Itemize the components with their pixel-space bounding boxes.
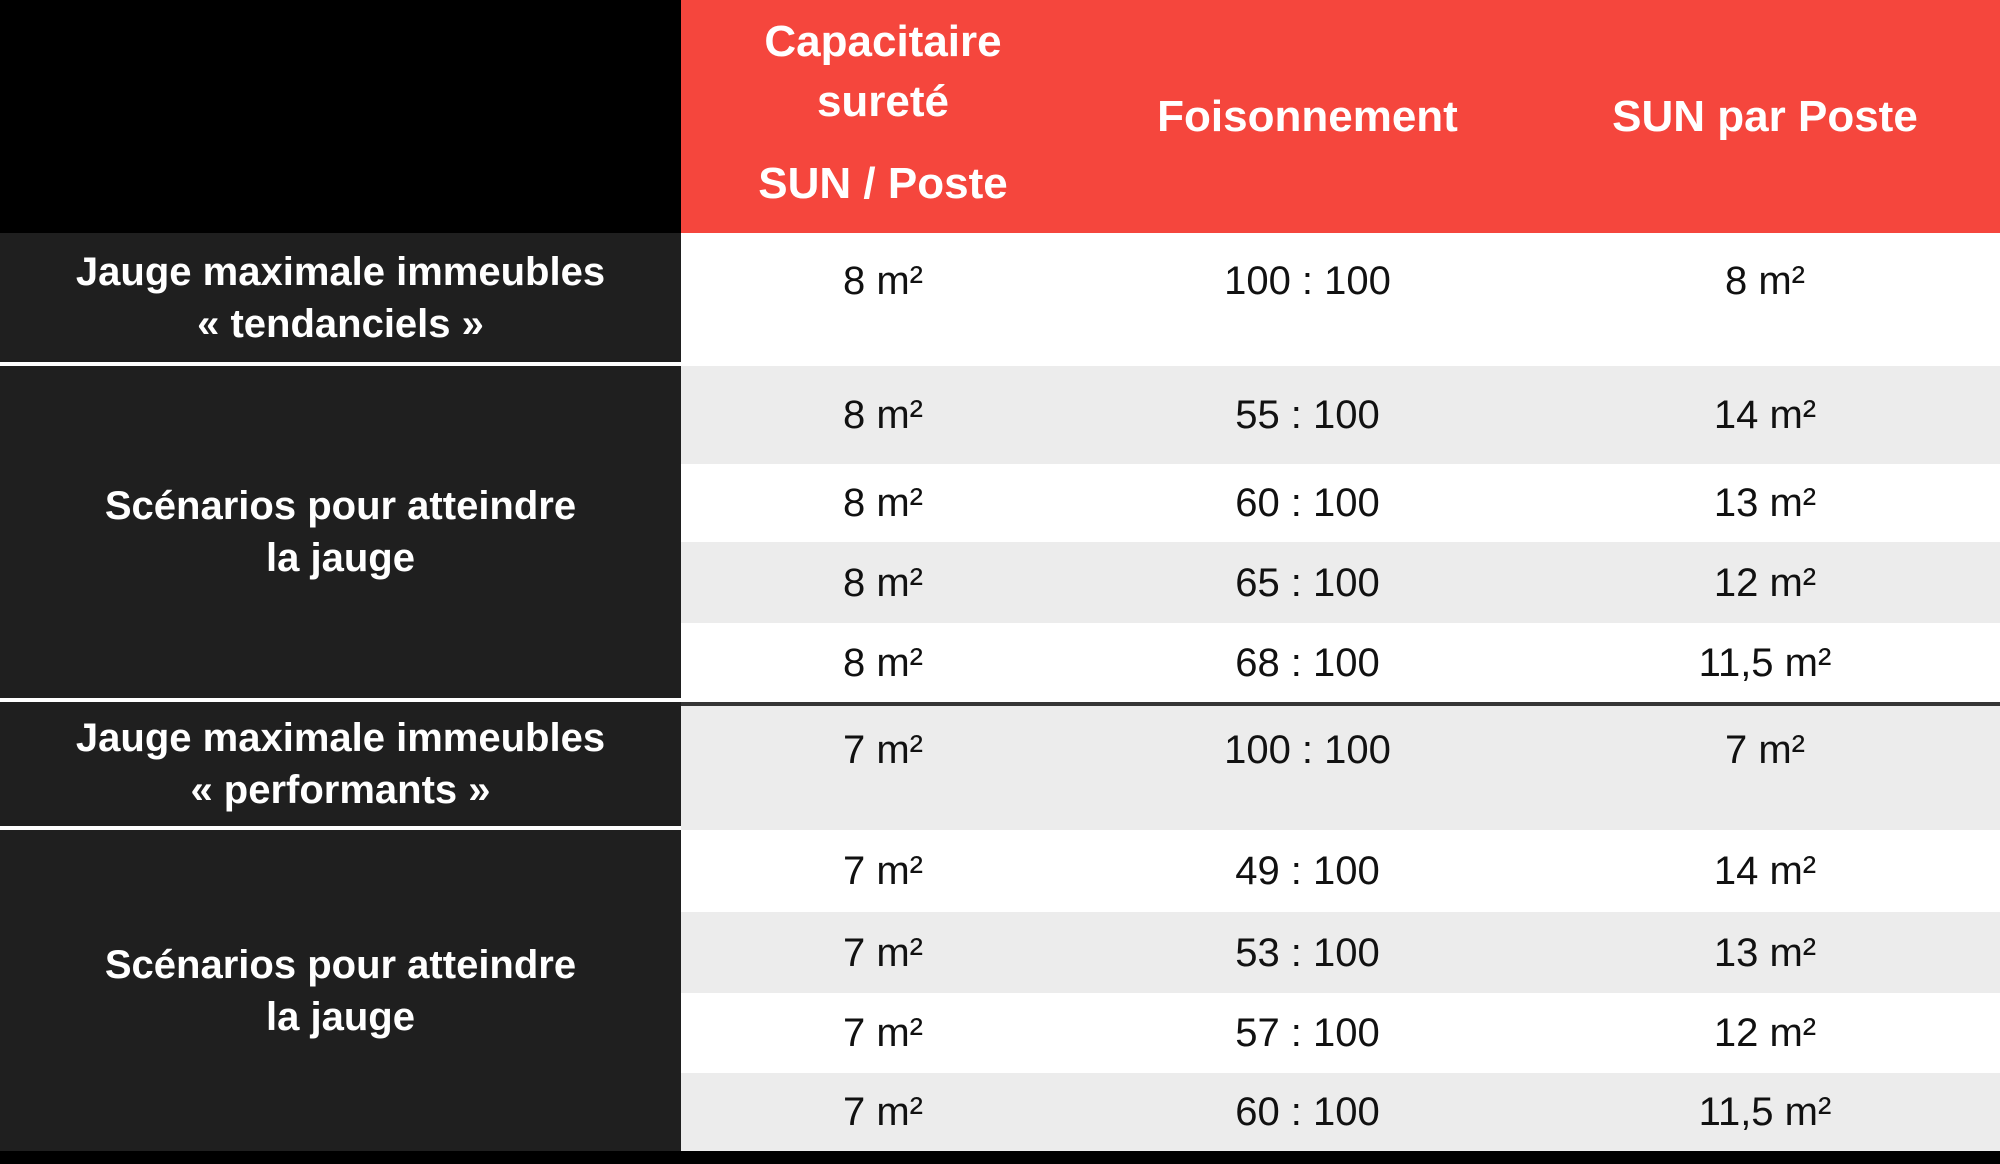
label-line: Scénarios pour atteindre <box>104 484 577 528</box>
table-cell: 12 m² <box>1530 542 2000 623</box>
table-cell: 60 : 100 <box>1085 1073 1530 1151</box>
header-capacitaire-surete <box>681 0 1085 233</box>
table-cell: 60 : 100 <box>1085 464 1530 542</box>
table-cell: 7 m² <box>681 830 1085 912</box>
table-cell: 7 m² <box>1530 702 2000 830</box>
label-line: la jauge <box>266 994 415 1039</box>
table-cell: 65 : 100 <box>1085 542 1530 623</box>
header-capacitaire-title: Capacitaire sureté <box>764 17 1002 126</box>
label-line: « tendanciels » <box>197 301 484 346</box>
table-cell: 68 : 100 <box>1085 623 1530 702</box>
table-cell: 100 : 100 <box>1085 702 1530 830</box>
row-group-label-tendanciels <box>0 233 681 366</box>
header-sun-par-poste: SUN par Poste <box>1530 0 2000 233</box>
table-cell: 12 m² <box>1530 993 2000 1073</box>
label-line: Jauge maximale immeubles <box>75 249 606 294</box>
table-cell: 13 m² <box>1530 912 2000 993</box>
table-cell: 13 m² <box>1530 464 2000 542</box>
table-cell: 100 : 100 <box>1085 233 1530 366</box>
table-cell: 11,5 m² <box>1530 623 2000 702</box>
table-cell: 14 m² <box>1530 366 2000 464</box>
header-foisonnement: Foisonnement <box>1085 0 1530 233</box>
table-cell: 53 : 100 <box>1085 912 1530 993</box>
table-cell: 8 m² <box>681 366 1085 464</box>
table-cell: 57 : 100 <box>1085 993 1530 1073</box>
table-cell: 8 m² <box>1530 233 2000 366</box>
row-group-label-scenarios-2 <box>0 830 681 1151</box>
bottom-frame-bar <box>0 1151 2000 1164</box>
table-cell: 55 : 100 <box>1085 366 1530 464</box>
table-cell: 7 m² <box>681 993 1085 1073</box>
table-cell: 8 m² <box>681 464 1085 542</box>
label-line: Scénarios pour atteindre <box>104 942 577 987</box>
table-cell: 8 m² <box>681 233 1085 366</box>
table-cell: 14 m² <box>1530 830 2000 912</box>
table-cell: 7 m² <box>681 912 1085 993</box>
label-line: Jauge maximale immeubles <box>75 716 606 760</box>
row-group-label-performants <box>0 702 681 830</box>
label-line: la jauge <box>266 536 415 580</box>
header-sun-poste-subtitle: SUN / Poste <box>758 159 1008 208</box>
table-cell: 11,5 m² <box>1530 1073 2000 1151</box>
table-cell: 7 m² <box>681 702 1085 830</box>
label-line: « performants » <box>190 768 491 812</box>
row-group-label-scenarios-1 <box>0 366 681 702</box>
table-cell: 7 m² <box>681 1073 1085 1151</box>
table-cell: 8 m² <box>681 623 1085 702</box>
table-cell: 49 : 100 <box>1085 830 1530 912</box>
corner-cell <box>0 0 681 233</box>
table-cell: 8 m² <box>681 542 1085 623</box>
